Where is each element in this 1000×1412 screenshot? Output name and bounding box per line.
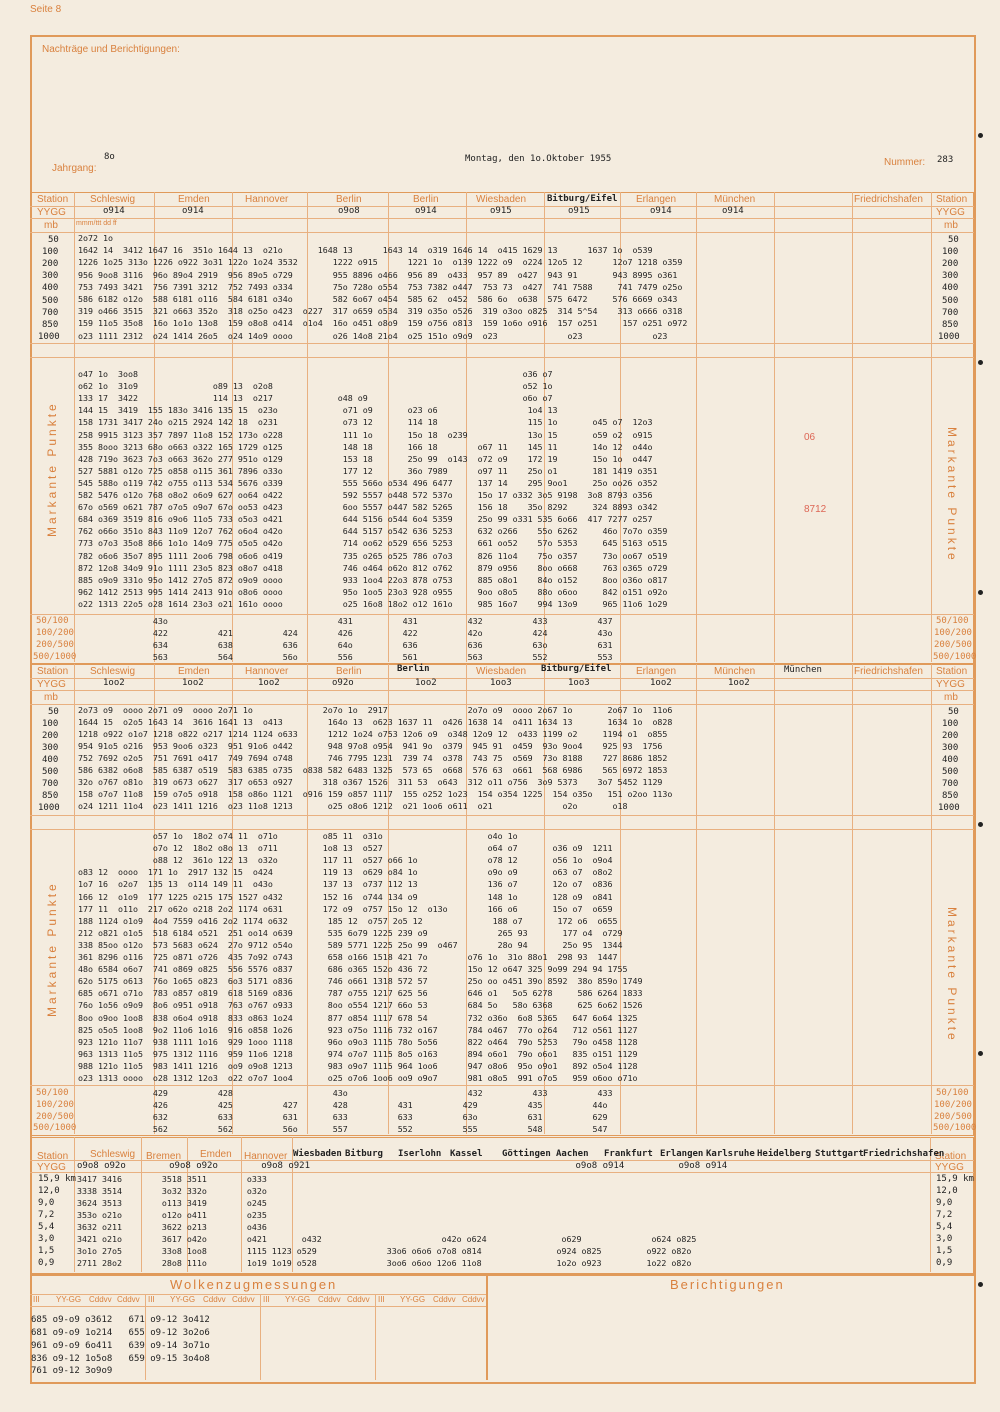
level-label: 200 — [42, 259, 59, 269]
station-name: Emden — [178, 194, 210, 205]
yygg-value: o914 — [182, 206, 204, 216]
station-name: Erlangen — [636, 666, 677, 677]
data-row: 158 o7o7 11o8 159 o7o5 o918 158 o86o 1121 o916 159 o857 1117 155 o252 1o23 154 o354 1225 154 o35o 151 o2oo 113o — [78, 789, 673, 799]
markante-row: o88 12 361o 122 13 o32o 117 11 o527 o66 1o o78 12 o56 1o o9o4 — [78, 855, 613, 866]
markante-row: 773 o7o3 35o8 866 1o1o 14o9 775 o5o5 o42o 714 oo62 o529 656 5253 661 oo52 57o 5353 645 5163 o515 — [78, 538, 668, 549]
yygg-label: YYGG — [936, 207, 965, 218]
station-name: Berlin — [397, 664, 430, 674]
wolken-row: 681 o9-o9 1o214 655 o9-12 3o2o6 — [31, 1328, 210, 1338]
divider — [260, 1294, 261, 1380]
data-row: 2o72 1o — [78, 233, 113, 243]
wind-row: 3421 o21o 3617 o42o o421 o432 o42o o624 o629 o624 o825 — [77, 1234, 697, 1244]
data-row: o23 1111 2312 o24 1414 26o5 o24 14o9 oooo o26 14o8 21o4 o25 151o o9o9 o23 o23 o23 — [78, 330, 668, 341]
divider — [30, 232, 974, 233]
level-label: 300 — [942, 271, 959, 281]
data-row: 319 o466 3515 321 o663 352o 318 o25o o423 o227 317 o659 o534 319 o35o o526 319 o3oo o825 314 5^54 313 o666 o318 — [78, 306, 683, 317]
station-name: Karlsruhe — [706, 1149, 755, 1159]
layer-label: 50/100 — [36, 616, 69, 626]
layer-label: 100/200 — [36, 1100, 74, 1110]
divider — [852, 192, 853, 662]
yygg-value: o92o — [332, 678, 354, 688]
handwritten-annotation: 06 — [804, 432, 816, 443]
thickness-row: 632 633 631 633 633 63o 631 629 — [78, 1112, 608, 1122]
station-name: Stuttgart — [815, 1149, 864, 1159]
station-name: Bitburg/Eifel — [541, 664, 612, 674]
wind-level: 5,4 — [936, 1222, 953, 1232]
markante-row: o23 1313 oooo o28 1312 12o3 o22 o7o7 1oo4 o25 o7o6 1oo6 oo9 o9o7 981 o8o5 991 o7o5 959 o6oo o71o — [78, 1073, 638, 1083]
yygg-value: 1oo2 — [650, 678, 672, 688]
markante-row: 923 121o 11o7 938 1111 1o16 929 1ooo 1118 96o o9o3 1115 78o 5o56 822 o464 79o 5253 79o o458 1128 — [78, 1036, 638, 1047]
layer-label: 100/200 — [934, 1100, 972, 1110]
data-row: 1642 14 3412 1647 16 351o 1644 13 o21o 1648 13 1643 14 o319 1646 14 o415 1629 13 1637 1o o539 — [78, 245, 653, 256]
level-label: 700 — [942, 779, 959, 789]
layer-label: 50/100 — [36, 1088, 69, 1098]
markante-row: o62 1o 31o9 o89 13 o2o8 o52 1o — [78, 381, 553, 392]
jahrgang-value: 8o — [104, 152, 115, 162]
markante-row: 188 1124 o1o9 4o4 7559 o416 2o2 1174 o632 185 12 o757 2o5 12 188 o7 172 o6 o655 — [78, 915, 618, 926]
wolken-header: III — [33, 1295, 40, 1304]
markante-row: 258 9915 3123 357 7897 11o8 152 173o o228 111 1o 15o 18 o239 13o 15 o59 o2 o915 — [78, 429, 653, 440]
level-label: 100 — [42, 719, 59, 729]
yygg-value: o914 — [103, 206, 125, 216]
level-label: 700 — [942, 308, 959, 318]
wolken-header: YY-GG — [285, 1295, 311, 1304]
station-name: Berlin — [336, 194, 362, 205]
station-name: Wiesbaden — [476, 194, 527, 205]
divider — [774, 664, 775, 1134]
wind-level: 7,2 — [38, 1210, 55, 1220]
station-name: München — [714, 194, 756, 205]
wind-level: 1,5 — [38, 1246, 55, 1256]
level-label: 850 — [42, 320, 59, 330]
wind-level: 3,0 — [38, 1234, 55, 1244]
level-label: 1000 — [38, 332, 60, 342]
page-label: Seite 8 — [30, 4, 62, 15]
markante-row: 212 o821 o1o5 518 6184 o521 251 oo14 o639 535 6o79 1225 239 o9 265 93 177 o4 o729 — [78, 927, 623, 938]
level-label: 50 — [948, 235, 959, 245]
level-label: 850 — [942, 320, 959, 330]
divider — [30, 690, 974, 691]
divider — [486, 1274, 488, 1380]
station-label: Station — [936, 194, 968, 205]
markante-row: o83 12 oooo 171 1o 2917 132 15 o424 119 13 o629 o84 1o o9o o9 o63 o7 o8o2 — [78, 867, 613, 878]
divider — [30, 218, 974, 219]
markante-row: 76o 1o56 o9o9 8o6 o951 o918 763 o767 o933 8oo o554 1217 66o 53 684 5o 58o 6368 625 6o62 1526 — [78, 1000, 643, 1011]
yygg-value: 1oo2 — [258, 678, 280, 688]
wolken-header: III — [263, 1295, 270, 1304]
divider — [375, 1294, 376, 1380]
yygg-value: o914 — [722, 206, 744, 216]
markante-row: 872 12o8 34o9 91o 1111 23o5 823 o8o7 o418 746 o464 o62o 812 o762 879 o956 8oo o668 763 o365 o729 — [78, 562, 668, 573]
yygg-value: o9o8 — [338, 206, 360, 216]
station-name: Berlin — [336, 666, 362, 677]
station-name: Bremen — [146, 1151, 182, 1162]
station-name: Emden — [178, 666, 210, 677]
station-name: Schleswig — [90, 1149, 136, 1160]
wind-yygg-row: o9o8 o92o o9o8 o92o o9o8 o921 o9o8 o914 o9o8 o914 — [77, 1161, 728, 1171]
level-label: 200 — [942, 259, 959, 269]
layer-label: 500/1000 — [33, 1123, 77, 1133]
data-row: 586 6182 o12o 588 6181 o116 584 6181 o34o 582 6o67 o454 585 62 o452 586 6o o638 575 6472 576 6669 o343 — [78, 294, 678, 304]
level-label: 850 — [942, 791, 959, 801]
level-label: 700 — [42, 779, 59, 789]
yygg-label: YYGG — [37, 1162, 66, 1173]
markante-row: 62o 5175 o613 76o 1o65 o823 6o3 5171 o836 746 o661 1318 572 57 25o oo o451 39o 8592 38o 859o 1749 — [78, 976, 643, 987]
divider — [30, 343, 974, 344]
layer-label: 50/100 — [936, 616, 969, 626]
divider — [74, 192, 75, 662]
berichtigungen-title: Berichtigungen — [670, 1277, 785, 1292]
nummer-label: Nummer: — [884, 157, 926, 168]
station-name: München — [714, 666, 756, 677]
wolken-header: Cddvv — [433, 1295, 456, 1304]
markante-row: 355 8ooo 3213 68o o663 o322 165 1729 o125 148 18 166 18 o67 11 145 11 14o 12 o44o — [78, 441, 653, 452]
wolken-header: Cddvv — [462, 1295, 485, 1304]
markante-row: 158 1731 3417 24o o215 2924 142 18 o231 o73 12 114 18 115 1o o45 o7 12o3 — [78, 417, 653, 428]
handwritten-annotation: 8712 — [804, 504, 827, 515]
punch-dot — [978, 1282, 983, 1287]
wind-level: 1,5 — [936, 1246, 953, 1256]
yygg-value: o914 — [415, 206, 437, 216]
data-row: 956 9oo8 3116 96o 89o4 2919 956 89o5 o729 955 8896 o466 956 89 o433 957 89 o427 943 91 943 8995 o361 — [78, 269, 678, 280]
divider — [30, 829, 974, 830]
data-row: 753 7493 3421 756 7391 3212 752 7493 o334 75o 728o o554 753 7382 o447 753 73 o427 741 7588 741 7479 o25o — [78, 281, 683, 292]
wolken-header: III — [378, 1295, 385, 1304]
punch-dot — [978, 360, 983, 365]
data-row: 32o o767 o81o 319 o673 o627 317 o653 o927 318 o367 1526 311 53 o643 312 o11 o756 3o9 5373 3o7 5452 1129 — [78, 777, 663, 787]
markante-row: 8oo o9oo 1oo8 838 o6o4 o918 833 o863 1o24 877 o854 1117 678 54 732 o36o 6o8 5365 647 6o64 1325 — [78, 1012, 638, 1023]
station-name: Berlin — [413, 194, 439, 205]
mb-label: mb — [44, 220, 58, 231]
markante-row: 685 o671 o71o 783 o857 o819 618 5169 o836 787 o755 1217 625 56 646 o1 5o5 6278 586 6264 1833 — [78, 988, 643, 999]
yygg-value: 1oo3 — [490, 678, 512, 688]
yygg-value: o915 — [568, 206, 590, 216]
level-label: 50 — [948, 707, 959, 717]
station-name: Bitburg — [345, 1149, 383, 1159]
station-name: Friedrichshafen — [854, 666, 923, 677]
wolken-header: YY-GG — [400, 1295, 426, 1304]
wind-level: 9,0 — [38, 1198, 55, 1208]
wind-row: 3o1o 27o5 33o8 1oo8 1115 1123 o529 33o6 o6o6 o7o8 o814 o924 o825 o922 o82o — [77, 1246, 692, 1256]
nummer-value: 283 — [937, 155, 954, 165]
yygg-label: YYGG — [37, 207, 66, 218]
punch-dot — [978, 1051, 983, 1056]
station-label: Station — [37, 666, 69, 677]
column-header: mmm/ttt dd ff — [76, 220, 117, 227]
layer-label: 200/500 — [36, 1112, 74, 1122]
wind-level: 12,0 — [38, 1186, 60, 1196]
markante-row: 1o7 16 o2o7 135 13 o114 149 11 o43o 137 13 o737 112 13 136 o7 12o o7 o836 — [78, 879, 613, 890]
layer-label: 200/500 — [934, 1112, 972, 1122]
yygg-value: 1oo2 — [415, 678, 437, 688]
markante-punkte-label: Markante Punkte — [45, 401, 59, 537]
mb-label: mb — [944, 692, 958, 703]
markante-row: 48o 6584 o6o7 741 o869 o825 556 5576 o837 686 o365 152o 436 72 15o 12 o647 325 9o99 294 94 1755 — [78, 964, 628, 975]
layer-label: 200/500 — [934, 640, 972, 650]
wind-level: 3,0 — [936, 1234, 953, 1244]
divider — [30, 1085, 974, 1086]
station-label: Station — [936, 666, 968, 677]
level-label: 200 — [42, 731, 59, 741]
thickness-row: 429 428 43o 432 433 433 — [78, 1088, 613, 1098]
thickness-row: 563 564 56o 556 561 563 552 553 — [78, 652, 613, 662]
markante-row: 988 121o 11o5 983 1411 1216 oo9 o9o8 1213 983 o9o7 1115 964 1oo6 947 o8o6 95o o9o1 892 o5o4 1128 — [78, 1060, 638, 1071]
station-name: Hannover — [244, 1151, 288, 1162]
thickness-row: 562 562 56o 557 552 555 548 547 — [78, 1124, 608, 1134]
level-label: 500 — [942, 296, 959, 306]
yygg-value: 1oo2 — [728, 678, 750, 688]
station-name: Wiesbaden — [476, 666, 527, 677]
markante-row: 762 o66o 351o 843 11o9 12o7 762 o6o4 o42o 644 5157 o542 636 5253 632 o266 55o 6262 46o 7o7o o359 — [78, 526, 668, 537]
markante-row: 782 o6o6 35o7 895 1111 2oo6 798 o6o6 o419 735 o265 o525 786 o7o3 826 11o4 75o o357 73o oo67 o519 — [78, 550, 668, 561]
markante-row: 338 85oo o12o 573 5683 o624 27o 9712 o54o 589 5771 1225 25o 99 o467 28o 94 25o 95 1344 — [78, 939, 623, 950]
level-label: 100 — [942, 719, 959, 729]
station-name: Kassel — [450, 1149, 483, 1159]
level-label: 1000 — [938, 332, 960, 342]
punch-dot — [978, 133, 983, 138]
yygg-label: YYGG — [935, 1162, 964, 1173]
data-row: 586 6382 o6o8 585 6387 o519 583 6385 o735 o838 582 6483 1325 573 65 o668 576 63 o661 568 6986 565 6972 1853 — [78, 765, 668, 775]
thickness-row: 43o 431 431 432 433 437 — [78, 616, 613, 626]
markante-row: 962 1412 2513 995 1414 2413 91o o8o6 oooo 95o 1oo5 23o3 928 o955 9oo o8o5 88o o6oo 842 o151 o92o — [78, 586, 668, 597]
station-name: Friedrichshafen — [863, 1149, 945, 1159]
station-name: Wiesbaden — [293, 1149, 342, 1159]
level-label: 300 — [42, 271, 59, 281]
layer-label: 200/500 — [36, 640, 74, 650]
divider — [931, 192, 932, 662]
data-row: 954 91o5 o216 953 9oo6 o323 951 91o6 o442 948 97o8 o954 941 9o o379 945 91 o459 93o 9oo4 925 93 1756 — [78, 741, 663, 751]
date-line: Montag, den 1o.Oktober 1955 — [465, 154, 612, 164]
wind-level: 15,9 km — [38, 1174, 76, 1184]
wolken-row: 961 o9-o9 6o411 639 o9-14 3o71o — [31, 1341, 210, 1351]
layer-label: 500/1000 — [33, 652, 77, 662]
wind-row: 3417 3416 3518 3511 o333 — [77, 1174, 267, 1184]
wind-level: 12,0 — [936, 1186, 958, 1196]
level-label: 400 — [942, 283, 959, 293]
markante-row: 361 8296 o116 725 o871 o726 435 7o92 o743 658 o166 1518 421 7o o76 1o 31o 88o1 298 93 1447 — [78, 952, 618, 962]
station-name: Göttingen — [502, 1149, 551, 1159]
divider — [931, 664, 932, 1134]
markante-row: o57 1o 18o2 o74 11 o71o o85 11 o31o o4o 1o — [78, 831, 518, 841]
wind-level: 5,4 — [38, 1222, 55, 1232]
markante-punkte-label: Markante Punkte — [945, 427, 959, 563]
divider — [852, 664, 853, 1134]
level-label: 1000 — [938, 803, 960, 813]
wolken-header: Cddvv — [203, 1295, 226, 1304]
divider — [774, 192, 775, 662]
level-label: 50 — [48, 707, 59, 717]
divider — [696, 192, 697, 662]
markante-row: 963 1313 11o5 975 1312 1116 959 11o6 1218 974 o7o7 1115 8o5 o163 894 o6o1 79o o6o1 835 o151 1129 — [78, 1048, 638, 1059]
level-label: 500 — [942, 767, 959, 777]
divider — [74, 1137, 75, 1272]
layer-label: 100/200 — [934, 628, 972, 638]
level-label: 100 — [942, 247, 959, 257]
wolken-row: 761 o9-12 3o9o9 — [31, 1366, 113, 1376]
yygg-value: o914 — [650, 206, 672, 216]
divider — [30, 1306, 486, 1307]
markante-punkte-label: Markante Punkte — [45, 881, 59, 1017]
wolken-header: Cddvv — [117, 1295, 140, 1304]
mb-label: mb — [44, 692, 58, 703]
station-label: Station — [37, 194, 69, 205]
station-name: Emden — [200, 1149, 232, 1160]
wind-level: 9,0 — [936, 1198, 953, 1208]
wolken-row: 685 o9-o9 o3612 671 o9-12 3o412 — [31, 1315, 210, 1325]
divider — [30, 357, 974, 358]
yygg-label: YYGG — [936, 679, 965, 690]
level-label: 300 — [42, 743, 59, 753]
station-name: Iserlohn — [398, 1149, 442, 1159]
wind-row: 3632 o211 3622 o213 o436 — [77, 1222, 267, 1232]
data-row: 752 7692 o2o5 751 7691 o417 749 7694 o748 746 7795 1231 739 74 o378 743 75 o569 73o 8188 727 8686 1852 — [78, 753, 668, 763]
markante-row: 133 17 3422 114 13 o217 o48 o9 o6o o7 — [78, 393, 553, 404]
markante-punkte-label: Markante Punkte — [945, 907, 959, 1043]
station-name: Hannover — [245, 194, 289, 205]
level-label: 400 — [42, 755, 59, 765]
markante-row: 166 12 o1o9 177 1225 o215 175 1527 o432 152 16 o744 134 o9 148 1o 128 o9 o841 — [78, 891, 613, 902]
wind-level: 7,2 — [936, 1210, 953, 1220]
wolken-header: Cddvv — [318, 1295, 341, 1304]
data-row: o24 1211 11o4 o23 1411 1216 o23 11o8 1213 o25 o8o6 1212 o21 1oo6 o611 o21 o2o o18 — [78, 801, 628, 811]
data-row: 1644 15 o2o5 1643 14 3616 1641 13 o413 164o 13 o623 1637 11 o426 1638 14 o411 1634 13 1634 1o o828 — [78, 717, 673, 727]
wolken-header: YY-GG — [56, 1295, 82, 1304]
markante-row: 885 o9o9 331o 95o 1412 27o5 872 o9o9 oooo 933 1oo4 22o3 878 o753 885 o8o1 84o o152 8oo o36o o817 — [78, 574, 668, 585]
wolken-header: Cddvv — [347, 1295, 370, 1304]
level-label: 300 — [942, 743, 959, 753]
data-row: 159 11o5 35o8 16o 1o1o 13o8 159 o8o8 o414 o1o4 16o o451 o8o9 159 o756 o813 159 1o6o o916 157 o251 157 o251 o972 — [78, 318, 688, 329]
level-label: 1000 — [38, 803, 60, 813]
level-label: 700 — [42, 308, 59, 318]
wolken-header: III — [148, 1295, 155, 1304]
markante-row: 825 o5o5 1oo8 9o2 11o6 1o16 916 o858 1o26 923 o75o 1116 732 o167 784 o467 77o o264 712 o561 1127 — [78, 1024, 638, 1035]
yygg-value: o915 — [490, 206, 512, 216]
markante-row: 527 5881 o12o 725 o858 o115 361 7896 o33o 177 12 36o 7989 o97 11 25o o1 181 1419 o351 — [78, 465, 658, 476]
wind-row: 3624 3513 o113 3419 o245 — [77, 1198, 267, 1208]
markante-row: 545 588o o119 742 o755 o113 534 5676 o339 555 566o o534 496 6477 137 14 295 9oo1 25o oo26 o352 — [78, 477, 658, 488]
station-label: Station — [37, 1151, 69, 1162]
wind-row: 2711 28o2 28o8 111o 1o19 1o19 o528 3oo6 o6oo 12o6 11o8 1o2o o923 1o22 o82o — [77, 1258, 692, 1268]
layer-label: 500/1000 — [933, 1123, 977, 1133]
level-label: 850 — [42, 791, 59, 801]
layer-label: 50/100 — [936, 1088, 969, 1098]
level-label: 400 — [942, 755, 959, 765]
markante-row: 177 11 o11o 217 o62o o218 2o2 1174 o631 172 o9 o757 15o 12 o13o 166 o6 15o o7 o659 — [78, 903, 613, 914]
level-label: 200 — [942, 731, 959, 741]
yygg-value: 1oo3 — [568, 678, 590, 688]
layer-label: 500/1000 — [933, 652, 977, 662]
markante-row: 144 15 3419 155 183o 3416 135 15 o23o o71 o9 o23 o6 1o4 13 — [78, 405, 558, 416]
yygg-value: 1oo2 — [182, 678, 204, 688]
station-name: Schleswig — [90, 666, 136, 677]
punch-dot — [978, 822, 983, 827]
thickness-row: 634 638 636 64o 636 636 63o 631 — [78, 640, 613, 650]
wolken-row: 836 o9-12 1o5o8 659 o9-15 3o4o8 — [31, 1354, 210, 1364]
nachtraege-label: Nachträge und Berichtigungen: — [42, 44, 180, 55]
wind-row: 353o o21o o12o o411 o235 — [77, 1210, 267, 1220]
punch-dot — [978, 590, 983, 595]
divider — [74, 664, 75, 1134]
layer-label: 100/200 — [36, 628, 74, 638]
station-name: München — [784, 665, 822, 675]
station-name: Aachen — [556, 1149, 589, 1159]
markante-row: 582 5476 o12o 768 o8o2 o6o9 627 oo64 o422 592 5557 o448 572 537o 15o 17 o332 3o5 9198 3o8 8793 o356 — [78, 490, 653, 500]
yygg-label: YYGG — [37, 679, 66, 690]
station-name: Bitburg/Eifel — [547, 194, 618, 204]
station-name: Frankfurt — [604, 1149, 653, 1159]
data-row: 1226 1o25 313o 1226 o922 3o31 122o 1o24 3532 1222 o915 1221 1o o139 1222 o9 o224 12o5 12 12o7 1218 o359 — [78, 257, 683, 268]
station-name: Schleswig — [90, 194, 136, 205]
divider — [696, 664, 697, 1134]
markante-row: 428 719o 3623 7o3 o663 362o 277 951o o129 153 18 25o 99 o143 o72 o9 172 19 15o 1o o447 — [78, 453, 653, 464]
level-label: 50 — [48, 235, 59, 245]
divider — [30, 614, 974, 615]
markante-row: o47 1o 3oo8 o36 o7 — [78, 369, 553, 379]
mb-label: mb — [944, 220, 958, 231]
wolken-header: Cddvv — [232, 1295, 255, 1304]
station-name: Heidelberg — [757, 1149, 812, 1159]
markante-row: 684 o369 3519 816 o9o6 11o5 733 o5o3 o421 644 5156 o544 6o4 5359 25o 99 o331 535 6o66 417 7277 o257 — [78, 514, 653, 525]
level-label: 400 — [42, 283, 59, 293]
markante-row: o7o 12 18o2 o8o 13 o711 1o8 13 o527 o64 o7 o36 o9 1211 — [78, 843, 613, 854]
data-row: 2o73 o9 oooo 2o71 o9 oooo 2o71 1o 2o7o 1o 2917 2o7o o9 oooo 2o67 1o 2o67 1o 11o6 — [78, 705, 673, 715]
level-label: 500 — [42, 296, 59, 306]
level-label: 500 — [42, 767, 59, 777]
data-row: 1218 o922 o1o7 1218 o822 o217 1214 1124 o633 1212 1o24 o753 12o6 o9 o348 12o9 12 o433 1199 o2 1194 o1 o855 — [78, 729, 668, 739]
station-name: Erlangen — [636, 194, 677, 205]
wolken-header: YY-GG — [170, 1295, 196, 1304]
thickness-row: 426 425 427 428 431 429 435 44o — [78, 1100, 608, 1110]
wind-level: 0,9 — [936, 1258, 953, 1268]
markante-row: 67o o569 o621 787 o7o5 o9o7 67o oo53 o423 6oo 5557 o447 582 5265 156 18 35o 8292 324 8893 o342 — [78, 502, 658, 513]
wolken-title: Wolkenzugmessungen — [170, 1277, 338, 1292]
jahrgang-label: Jahrgang: — [52, 163, 97, 174]
wind-level: 0,9 — [38, 1258, 55, 1268]
station-name: Friedrichshafen — [854, 194, 923, 205]
station-label: Station — [935, 1151, 967, 1162]
markante-row: o22 1313 22o5 o28 1614 23o3 o21 161o oooo o25 16o8 18o2 o12 161o 985 16o7 994 13o9 965 11o6 1o29 — [78, 598, 668, 609]
wolken-header: Cddvv — [89, 1295, 112, 1304]
divider — [30, 815, 974, 816]
level-label: 100 — [42, 247, 59, 257]
wind-row: 3338 3514 3o32 332o o32o — [77, 1186, 267, 1196]
divider — [30, 1274, 974, 1276]
station-name: Erlangen — [660, 1149, 704, 1159]
yygg-value: 1oo2 — [103, 678, 125, 688]
station-name: Hannover — [245, 666, 289, 677]
wind-level: 15,9 km — [936, 1174, 974, 1184]
divider — [30, 1172, 974, 1173]
thickness-row: 422 421 424 426 422 42o 424 43o — [78, 628, 613, 638]
